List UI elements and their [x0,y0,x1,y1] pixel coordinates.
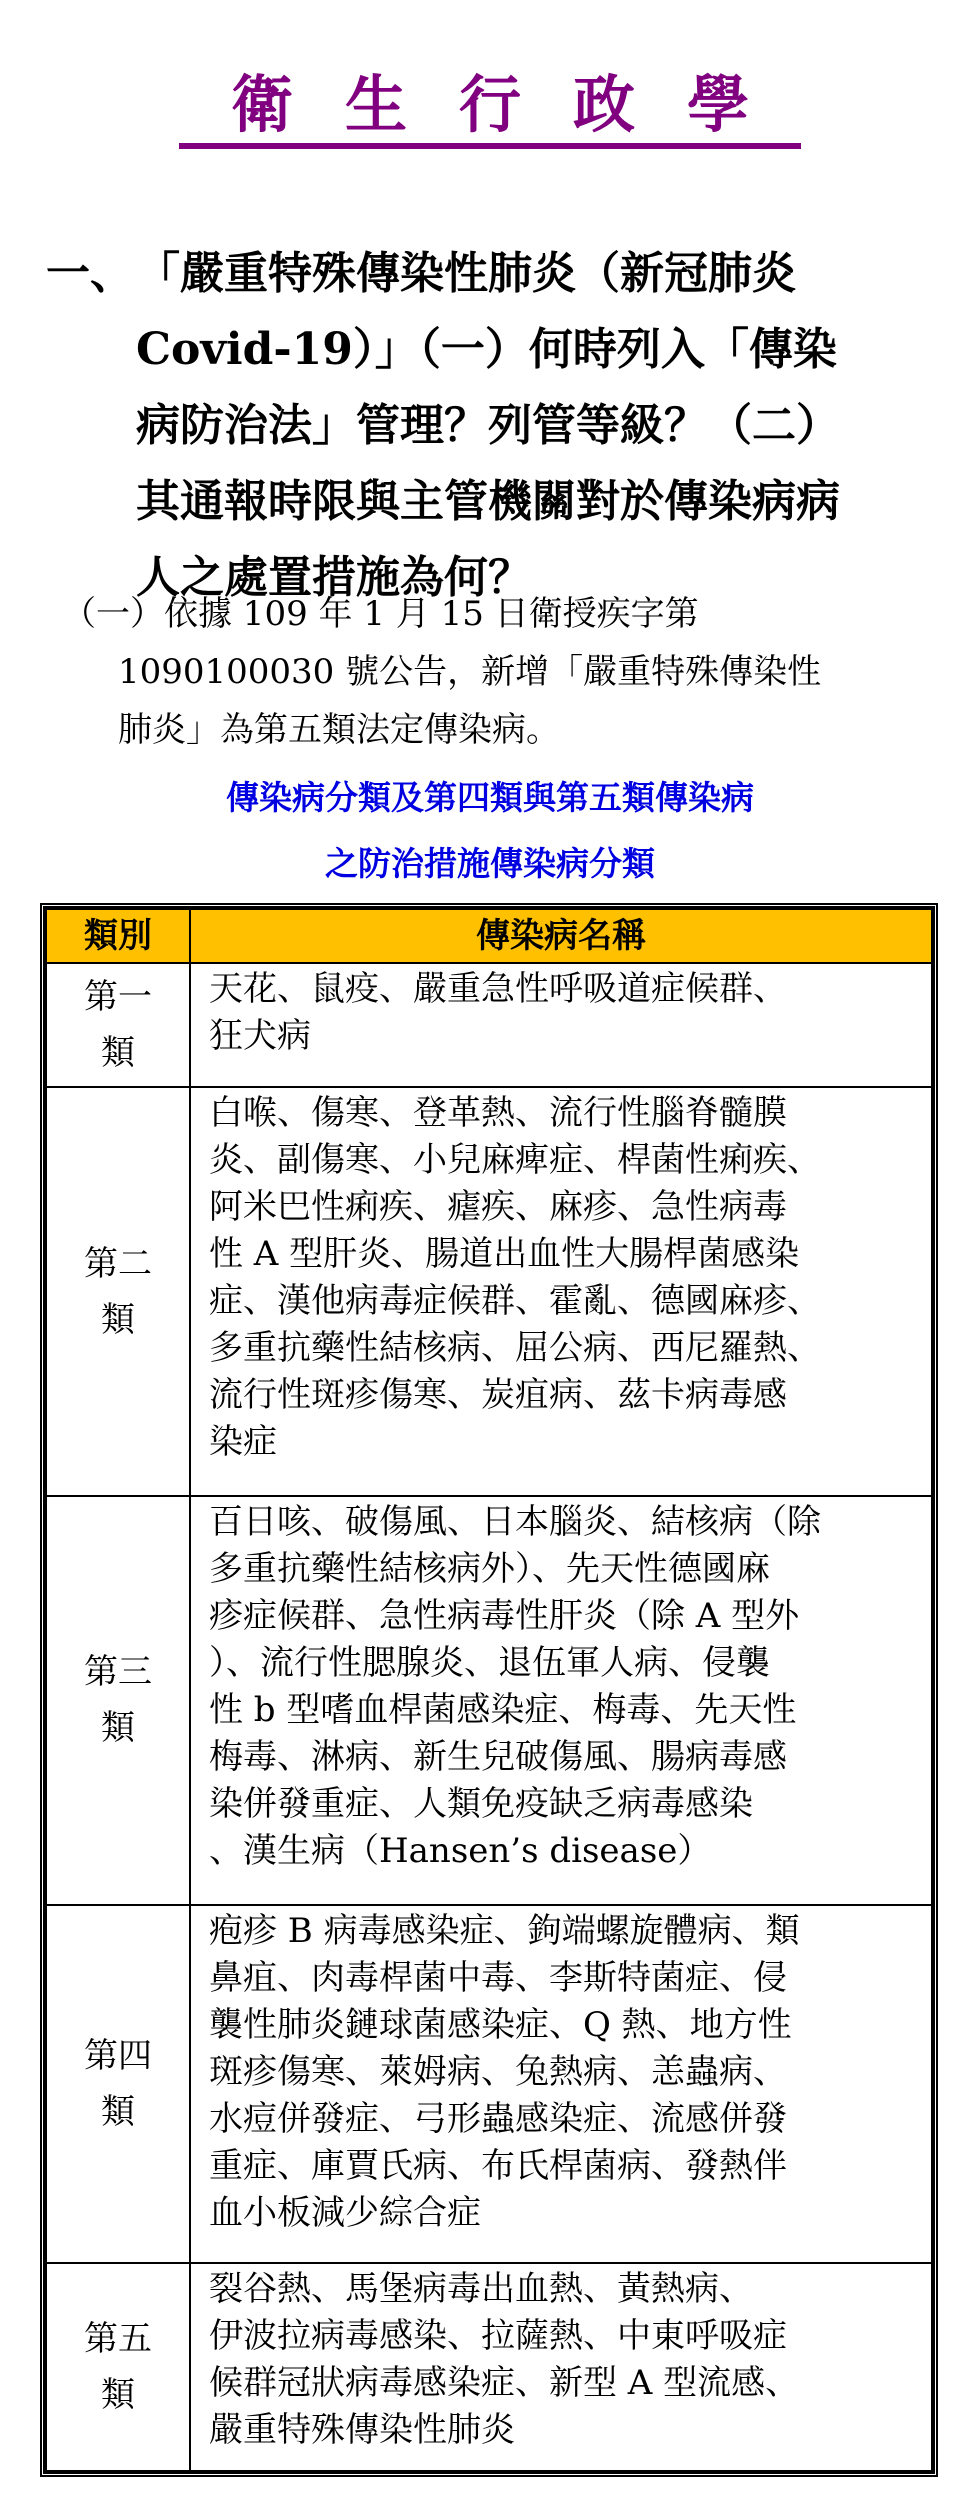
disease-names-line: 炎、副傷寒、小兒麻痺症、桿菌性痢疾、 [209,1140,821,1181]
disease-names-line: 、漢生病（Hansen’s disease） [209,1830,712,1871]
disease-names-line: 斑疹傷寒、萊姆病、兔熱病、恙蟲病、 [209,2051,787,2092]
disease-names-line: 伊波拉病毒感染、拉薩熱、中東呼吸症 [209,2316,787,2357]
answer-line: （一）依據 109 年 1 月 15 日衛授疾字第 [62,594,699,634]
disease-names-cell [190,1087,932,1496]
category-cell [46,963,190,1087]
table-row [46,963,932,1087]
disease-names-cell [190,1496,932,1905]
disease-names-line: 性 A 型肝炎、腸道出血性大腸桿菌感染 [209,1234,800,1275]
table-body [46,963,932,2471]
disease-names-line: 阿米巴性痢疾、瘧疾、麻疹、急性病毒 [209,1187,787,1228]
answer-paragraph [62,585,942,759]
category-cell [46,1496,190,1905]
disease-names-line: 染症 [209,1422,277,1463]
disease-names-cell [190,963,932,1087]
question-text [136,236,946,616]
disease-names-line: ）、流行性腮腺炎、退伍軍人病、侵襲 [209,1642,770,1683]
disease-names-cell [190,2263,932,2471]
table-caption-line: 之防治措施傳染病分類 [325,844,655,883]
question-number: 一、 [46,248,134,299]
page-title [0,66,980,144]
disease-names-line: 染併發重症、人類免疫缺乏病毒感染 [209,1783,753,1824]
disease-names-line: 白喉、傷寒、登革熱、流行性腦脊髓膜 [209,1093,787,1134]
disease-names-line: 狂犬病 [209,1016,311,1056]
category-cell [46,1905,190,2264]
disease-names-line: 鼻疽、肉毒桿菌中毒、李斯特菌症、侵 [209,1957,787,1998]
disease-names-line: 重症、庫賈氏病、布氏桿菌病、發熱伴 [209,2145,787,2186]
disease-names-line: 水痘併發症、弓形蟲感染症、流感併發 [209,2098,787,2139]
disease-names-line: 百日咳、破傷風、日本腦炎、結核病（除 [209,1501,821,1542]
table-row [46,2263,932,2471]
disease-names-line: 襲性肺炎鏈球菌感染症、Q 熱、地方性 [209,2004,792,2045]
category-label: 類 [101,2092,135,2133]
disease-classification-table [40,903,938,2477]
category-label: 類 [101,2375,135,2416]
category-label: 類 [101,1033,135,1074]
category-cell [46,1087,190,1496]
disease-names-line: 候群冠狀病毒感染症、新型 A 型流感、 [209,2363,800,2404]
table-row [46,1496,932,1905]
page-title-text: 衛生行政學 [179,68,801,149]
disease-names-line: 梅毒、淋病、新生兒破傷風、腸病毒感 [209,1736,787,1777]
disease-names-line: 血小板減少綜合症 [209,2192,481,2233]
category-label: 第二 [84,1243,152,1284]
category-label: 第三 [84,1652,152,1693]
question-line: 「嚴重特殊傳染性肺炎（新冠肺炎 [136,248,796,299]
question-line: 病防治法」管理？列管等級？（二） [136,400,840,451]
answer-line: 1090100030 號公告，新增「嚴重特殊傳染性 [118,652,822,692]
disease-names-line: 裂谷熱、馬堡病毒出血熱、黃熱病、 [209,2269,753,2310]
disease-names-line: 多重抗藥性結核病、屈公病、西尼羅熱、 [209,1328,821,1369]
disease-names-line: 症、漢他病毒症候群、霍亂、德國麻疹、 [209,1281,821,1322]
disease-names-line: 性 b 型嗜血桿菌感染症、梅毒、先天性 [209,1689,797,1730]
table-header-row [46,909,932,963]
question-block [46,236,946,616]
category-label: 第五 [84,2319,152,2360]
category-label: 第一 [84,977,152,1018]
disease-names-line: 嚴重特殊傳染性肺炎 [209,2410,515,2451]
answer-line: 肺炎」為第五類法定傳染病。 [118,710,560,750]
header-disease-names: 傳染病名稱 [190,909,932,963]
header-category: 類別 [46,909,190,963]
disease-names-line: 疹症候群、急性病毒性肝炎（除 A 型外 [209,1595,800,1636]
category-label: 類 [101,1299,135,1340]
disease-names-cell [190,1905,932,2264]
category-cell [46,2263,190,2471]
table-caption-line: 傳染病分類及第四類與第五類傳染病 [226,778,754,817]
question-line: 人之處置措施為何？ [136,552,532,603]
disease-names-line: 流行性斑疹傷寒、炭疽病、茲卡病毒感 [209,1375,787,1416]
question-line: Covid-19）」（一）何時列入「傳染 [136,324,837,375]
category-label: 類 [101,1708,135,1749]
disease-names-line: 疱疹 B 病毒感染症、鉤端螺旋體病、類 [209,1910,800,1951]
disease-names-line: 天花、鼠疫、嚴重急性呼吸道症候群、 [209,969,787,1009]
table-row [46,1087,932,1496]
question-line: 其通報時限與主管機關對於傳染病病 [136,476,840,527]
disease-names-line: 多重抗藥性結核病外）、先天性德國麻 [209,1548,770,1589]
table-row [46,1905,932,2264]
category-label: 第四 [84,2036,152,2077]
